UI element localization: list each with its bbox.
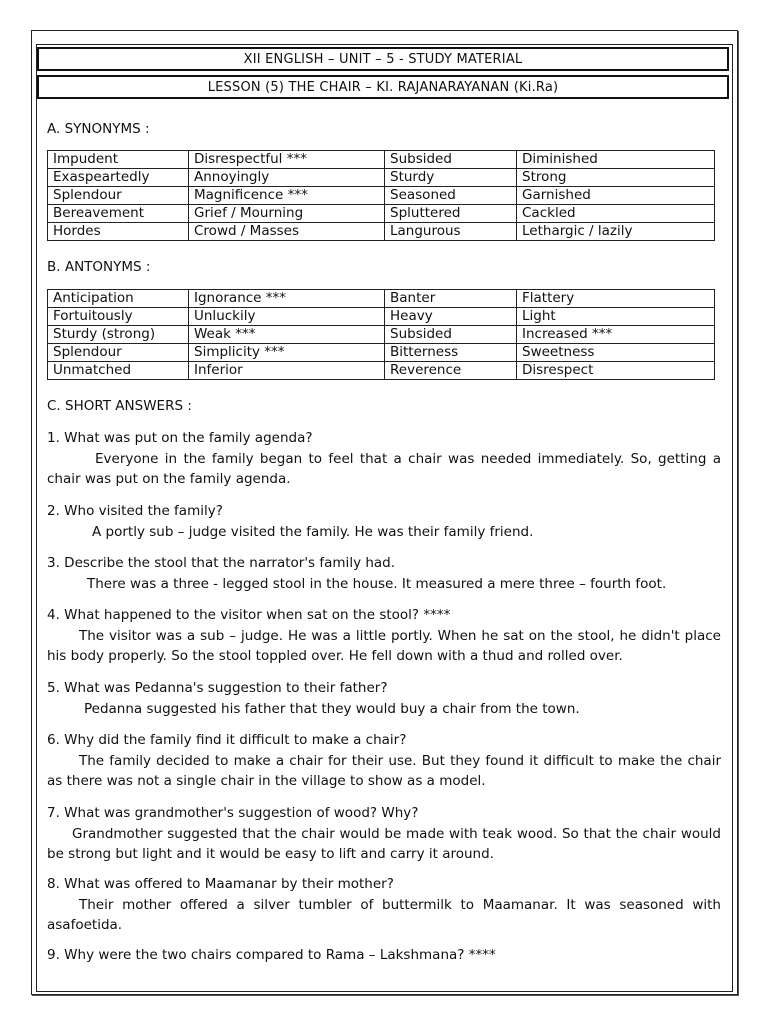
- question: 9. Why were the two chairs compared to Rama – Lakshmana? ****: [47, 947, 496, 963]
- table-cell: Subsided: [385, 326, 517, 344]
- answer: The family decided to make a chair for their use. But they found it difficult to make the chair as there was not a single chair in the village to show as a model.: [47, 752, 721, 789]
- table-cell: Diminished: [517, 151, 715, 169]
- qa-item: [47, 428, 721, 490]
- qa-item: [47, 945, 721, 966]
- answer: Their mother offered a silver tumbler of buttermilk to Maamanar. It was seasoned with asafoetida.: [47, 896, 721, 933]
- document-title: XII ENGLISH – UNIT – 5 - STUDY MATERIAL: [37, 47, 729, 71]
- table-cell: Unluckily: [189, 308, 385, 326]
- table-cell: Sturdy (strong): [48, 326, 189, 344]
- lesson-title: LESSON (5) THE CHAIR – KI. RAJANARAYANAN (Ki.Ra): [37, 75, 729, 99]
- table-cell: Flattery: [517, 290, 715, 308]
- table-row: [48, 326, 715, 344]
- table-cell: Heavy: [385, 308, 517, 326]
- table-cell: Bitterness: [385, 344, 517, 362]
- qa-item: [47, 501, 721, 542]
- qa-item: [47, 605, 721, 667]
- table-row: [48, 344, 715, 362]
- table-cell: Disrespect: [517, 362, 715, 380]
- short-answers-heading: C. SHORT ANSWERS :: [47, 398, 192, 414]
- table-row: [48, 205, 715, 223]
- table-cell: Langurous: [385, 223, 517, 241]
- table-cell: Sturdy: [385, 169, 517, 187]
- table-cell: Annoyingly: [189, 169, 385, 187]
- table-cell: Crowd / Masses: [189, 223, 385, 241]
- question: 6. Why did the family find it difficult to make a chair?: [47, 732, 407, 748]
- table-cell: Bereavement: [48, 205, 189, 223]
- qa-item: [47, 553, 721, 594]
- question: 4. What happened to the visitor when sat on the stool? ****: [47, 607, 451, 623]
- synonyms-table: [47, 150, 715, 241]
- qa-item: [47, 803, 721, 865]
- table-row: [48, 187, 715, 205]
- qa-item: [47, 678, 721, 719]
- table-cell: Light: [517, 308, 715, 326]
- question: 8. What was offered to Maamanar by their mother?: [47, 876, 394, 892]
- table-cell: Lethargic / lazily: [517, 223, 715, 241]
- table-cell: Impudent: [48, 151, 189, 169]
- qa-item: [47, 874, 721, 936]
- table-row: [48, 290, 715, 308]
- antonyms-heading: B. ANTONYMS :: [47, 259, 151, 275]
- table-cell: Strong: [517, 169, 715, 187]
- answer: Pedanna suggested his father that they would buy a chair from the town.: [84, 700, 580, 717]
- question: 7. What was grandmother's suggestion of wood? Why?: [47, 805, 419, 821]
- table-cell: Simplicity ***: [189, 344, 385, 362]
- table-cell: Splendour: [48, 344, 189, 362]
- table-cell: Banter: [385, 290, 517, 308]
- table-cell: Spluttered: [385, 205, 517, 223]
- table-cell: Subsided: [385, 151, 517, 169]
- question: 2. Who visited the family?: [47, 503, 223, 519]
- table-cell: Cackled: [517, 205, 715, 223]
- table-row: [48, 169, 715, 187]
- synonyms-heading: A. SYNONYMS :: [47, 121, 150, 137]
- table-row: [48, 308, 715, 326]
- table-row: [48, 223, 715, 241]
- table-cell: Inferior: [189, 362, 385, 380]
- table-cell: Anticipation: [48, 290, 189, 308]
- answer: A portly sub – judge visited the family. He was their family friend.: [92, 523, 534, 540]
- table-cell: Fortuitously: [48, 308, 189, 326]
- table-cell: Weak ***: [189, 326, 385, 344]
- table-cell: Increased ***: [517, 326, 715, 344]
- answer: The visitor was a sub – judge. He was a little portly. When he sat on the stool, he didn't place his body properly. So the stool toppled over. He fell down with a thud and rolled over.: [47, 627, 721, 664]
- qa-item: [47, 730, 721, 792]
- answer: Grandmother suggested that the chair would be made with teak wood. So that the chair would be strong but light and it would be easy to lift and carry it around.: [47, 825, 721, 862]
- table-cell: Disrespectful ***: [189, 151, 385, 169]
- antonyms-table: [47, 289, 715, 380]
- question: 5. What was Pedanna's suggestion to their father?: [47, 680, 388, 696]
- table-cell: Grief / Mourning: [189, 205, 385, 223]
- table-cell: Hordes: [48, 223, 189, 241]
- table-cell: Unmatched: [48, 362, 189, 380]
- answer: There was a three - legged stool in the house. It measured a mere three – fourth foot.: [87, 575, 667, 592]
- table-cell: Seasoned: [385, 187, 517, 205]
- table-cell: Splendour: [48, 187, 189, 205]
- table-row: [48, 362, 715, 380]
- answer: Everyone in the family began to feel that a chair was needed immediately. So, getting a chair was put on the family agenda.: [47, 450, 721, 487]
- question: 1. What was put on the family agenda?: [47, 430, 313, 446]
- table-cell: Garnished: [517, 187, 715, 205]
- table-cell: Sweetness: [517, 344, 715, 362]
- table-row: [48, 151, 715, 169]
- table-cell: Exaspeartedly: [48, 169, 189, 187]
- question: 3. Describe the stool that the narrator's family had.: [47, 555, 396, 571]
- table-cell: Ignorance ***: [189, 290, 385, 308]
- table-cell: Reverence: [385, 362, 517, 380]
- table-cell: Magnificence ***: [189, 187, 385, 205]
